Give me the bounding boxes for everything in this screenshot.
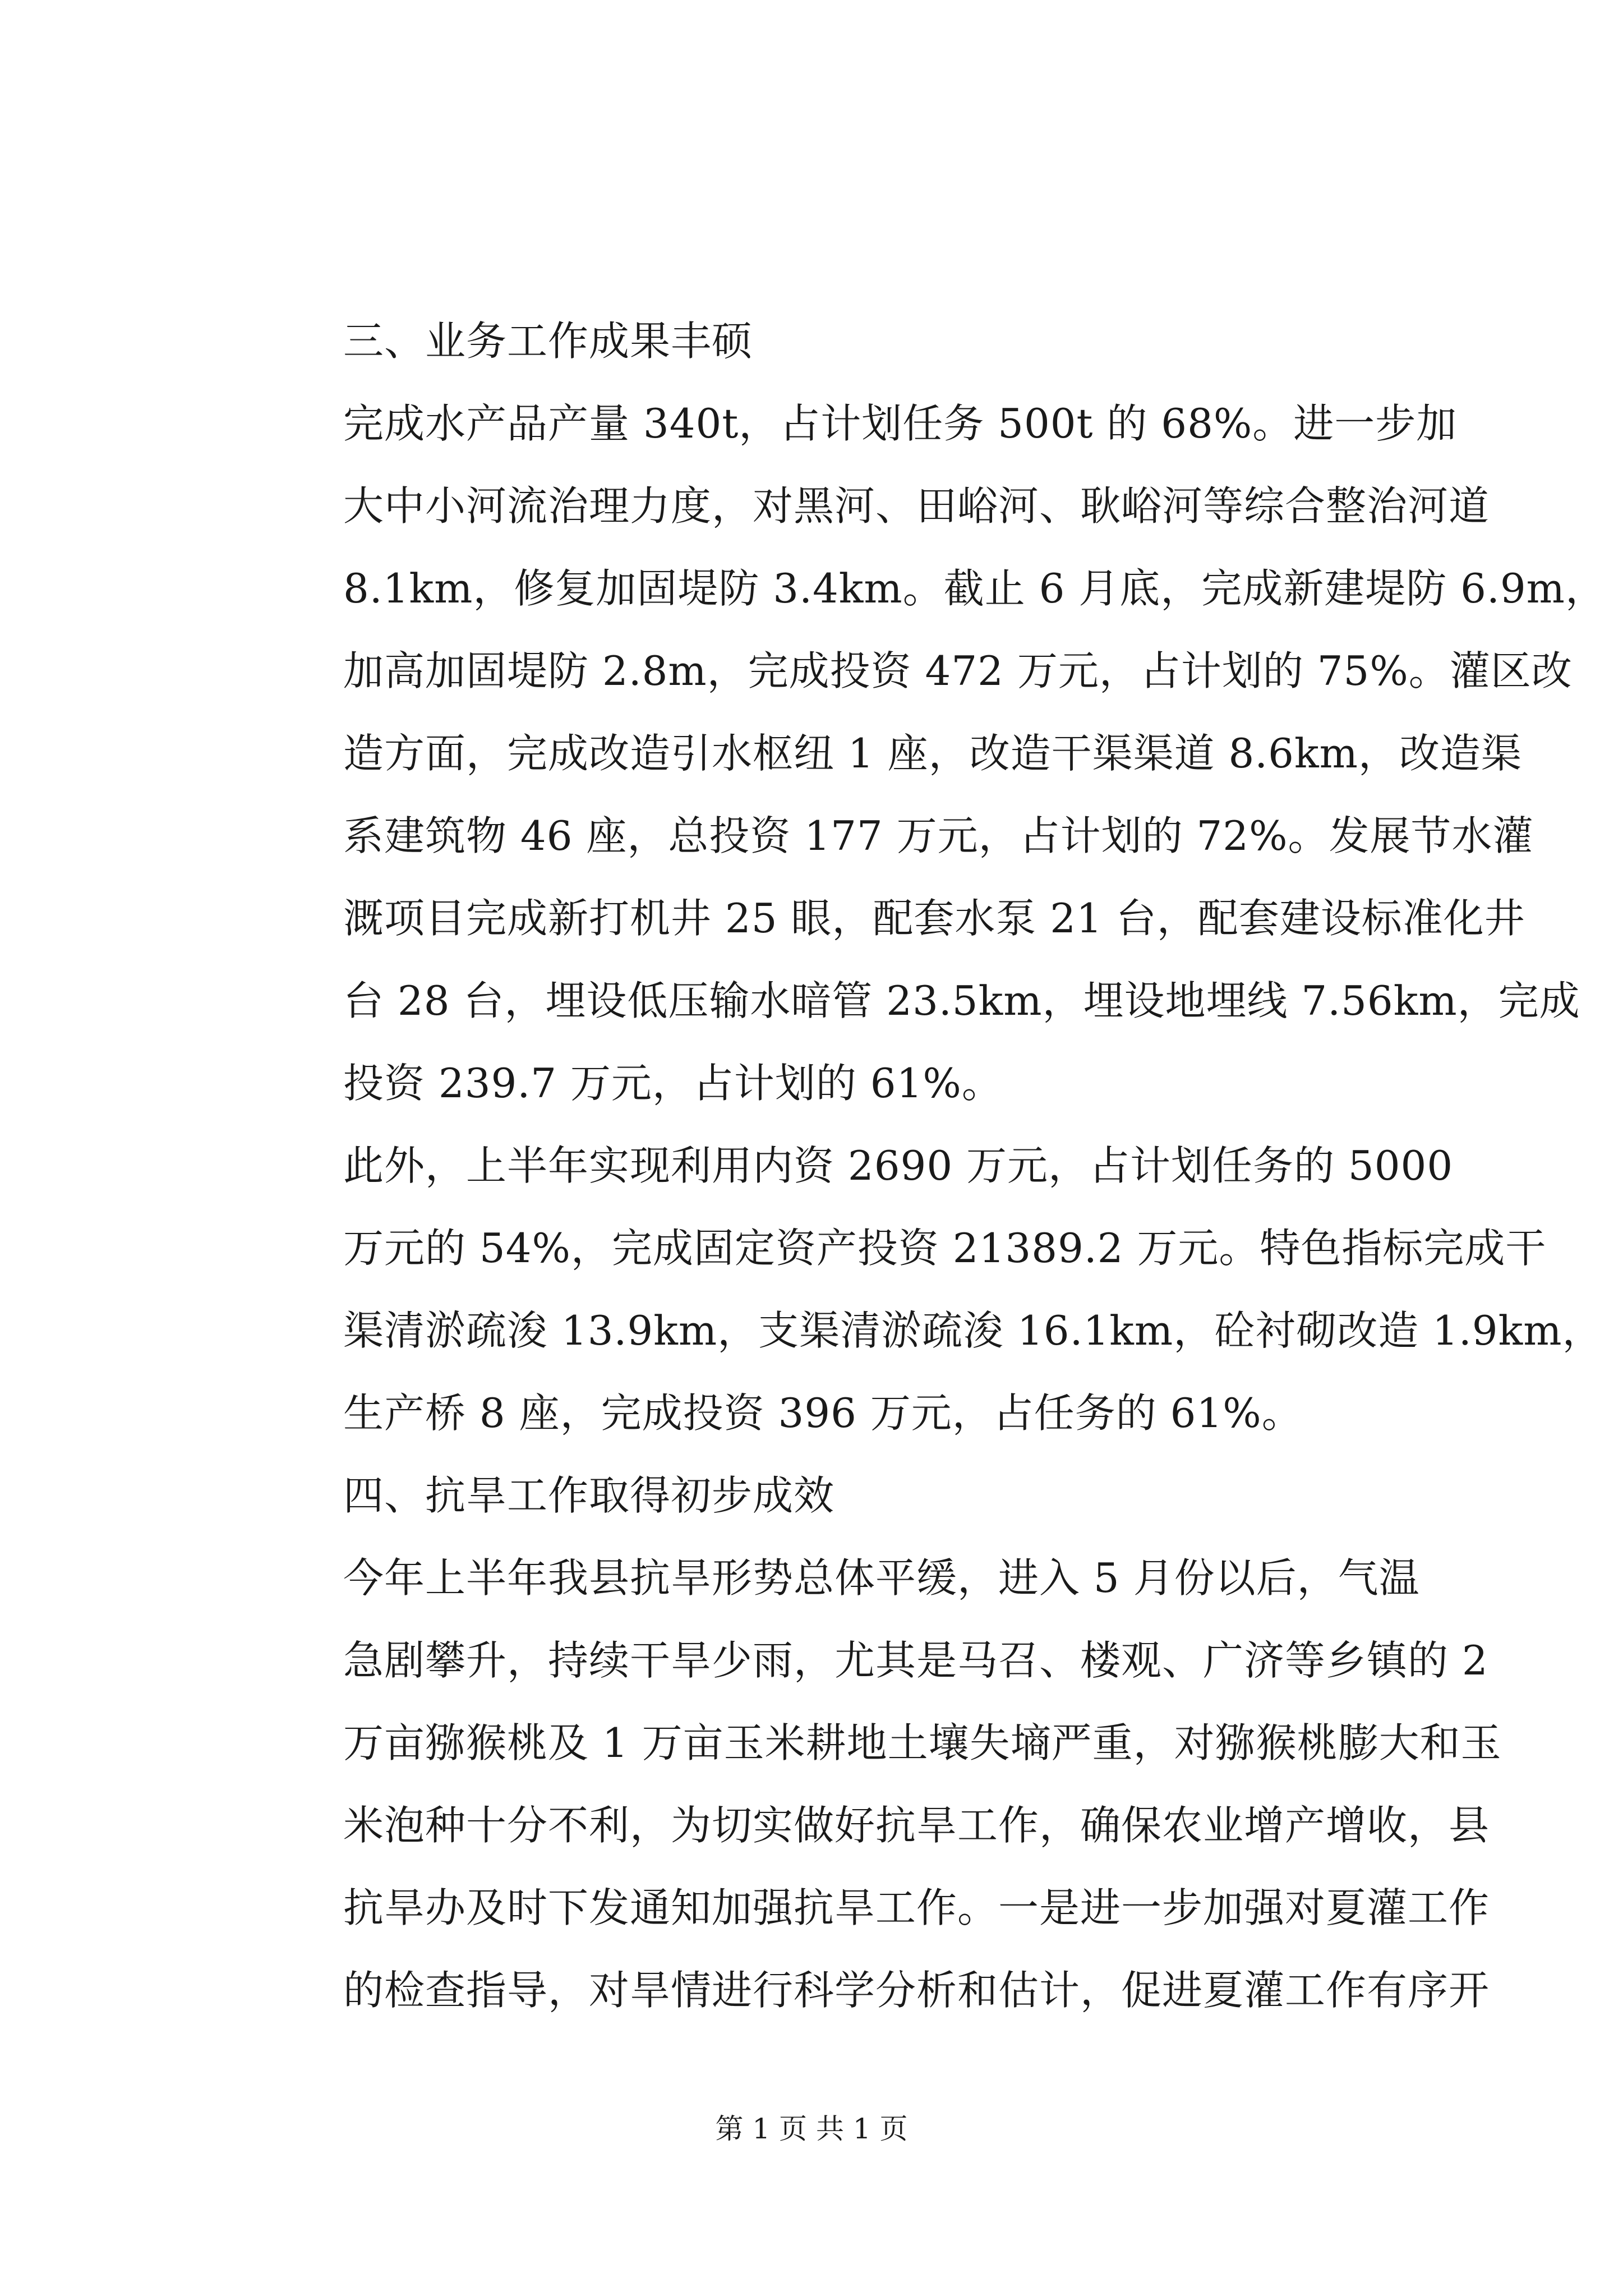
paragraph-line: 万元的 54%，完成固定资产投资 21389.2 万元。特色指标完成干 — [343, 1225, 1547, 1272]
paragraph-line: 完成水产品产量 340t，占计划任务 500t 的 68%。进一步加 — [343, 400, 1458, 447]
paragraph-line: 米泡种十分不利，为切实做好抗旱工作，确保农业增产增收，县 — [343, 1802, 1490, 1849]
paragraph-line: 加高加固堤防 2.8m，完成投资 472 万元，占计划的 75%。灌区改 — [343, 647, 1573, 694]
paragraph-drought-relief — [262, 1537, 1502, 2032]
paragraph-line: 抗旱办及时下发通知加强抗旱工作。一是进一步加强对夏灌工作 — [343, 1884, 1490, 1931]
paragraph-line: 渠清淤疏浚 13.9km，支渠清淤疏浚 16.1km，砼衬砌改造 1.9km， — [343, 1307, 1603, 1354]
paragraph-line: 溉项目完成新打机井 25 眼，配套水泵 21 台，配套建设标准化井 — [343, 895, 1525, 942]
paragraph-line: 此外，上半年实现利用内资 2690 万元，占计划任务的 5000 — [343, 1142, 1454, 1189]
paragraph-line: 急剧攀升，持续干旱少雨，尤其是马召、楼观、广济等乡镇的 2 — [343, 1637, 1488, 1684]
document-body — [262, 300, 1606, 2032]
paragraph-line: 8.1km，修复加固堤防 3.4km。截止 6 月底，完成新建堤防 6.9m， — [343, 565, 1606, 612]
paragraph-line: 今年上半年我县抗旱形势总体平缓，进入 5 月份以后，气温 — [343, 1554, 1420, 1602]
paragraph-line: 的检查指导，对旱情进行科学分析和估计，促进夏灌工作有序开 — [343, 1967, 1490, 2014]
paragraph-aquatic-river-irrigation — [262, 383, 1606, 1125]
page-footer: 第 1 页 共 1 页 — [715, 2113, 908, 2145]
paragraph-line: 系建筑物 46 座，总投资 177 万元，占计划的 72%。发展节水灌 — [343, 812, 1534, 859]
paragraph-investment — [262, 1125, 1603, 1455]
paragraph-line: 万亩猕猴桃及 1 万亩玉米耕地土壤失墒严重，对猕猴桃膨大和玉 — [343, 1719, 1502, 1766]
paragraph-line: 生产桥 8 座，完成投资 396 万元，占任务的 61%。 — [343, 1389, 1303, 1437]
paragraph-line: 造方面，完成改造引水枢纽 1 座，改造干渠渠道 8.6km，改造渠 — [343, 730, 1522, 777]
paragraph-line: 大中小河流治理力度，对黑河、田峪河、耿峪河等综合整治河道 — [343, 482, 1490, 530]
paragraph-line: 台 28 台，埋设低压输水暗管 23.5km，埋设地埋线 7.56km，完成 — [343, 977, 1580, 1024]
section-heading-4: 四、抗旱工作取得初步成效 — [343, 1472, 835, 1519]
section-heading-3: 三、业务工作成果丰硕 — [343, 318, 753, 365]
paragraph-line: 投资 239.7 万元，占计划的 61%。 — [343, 1060, 1003, 1107]
